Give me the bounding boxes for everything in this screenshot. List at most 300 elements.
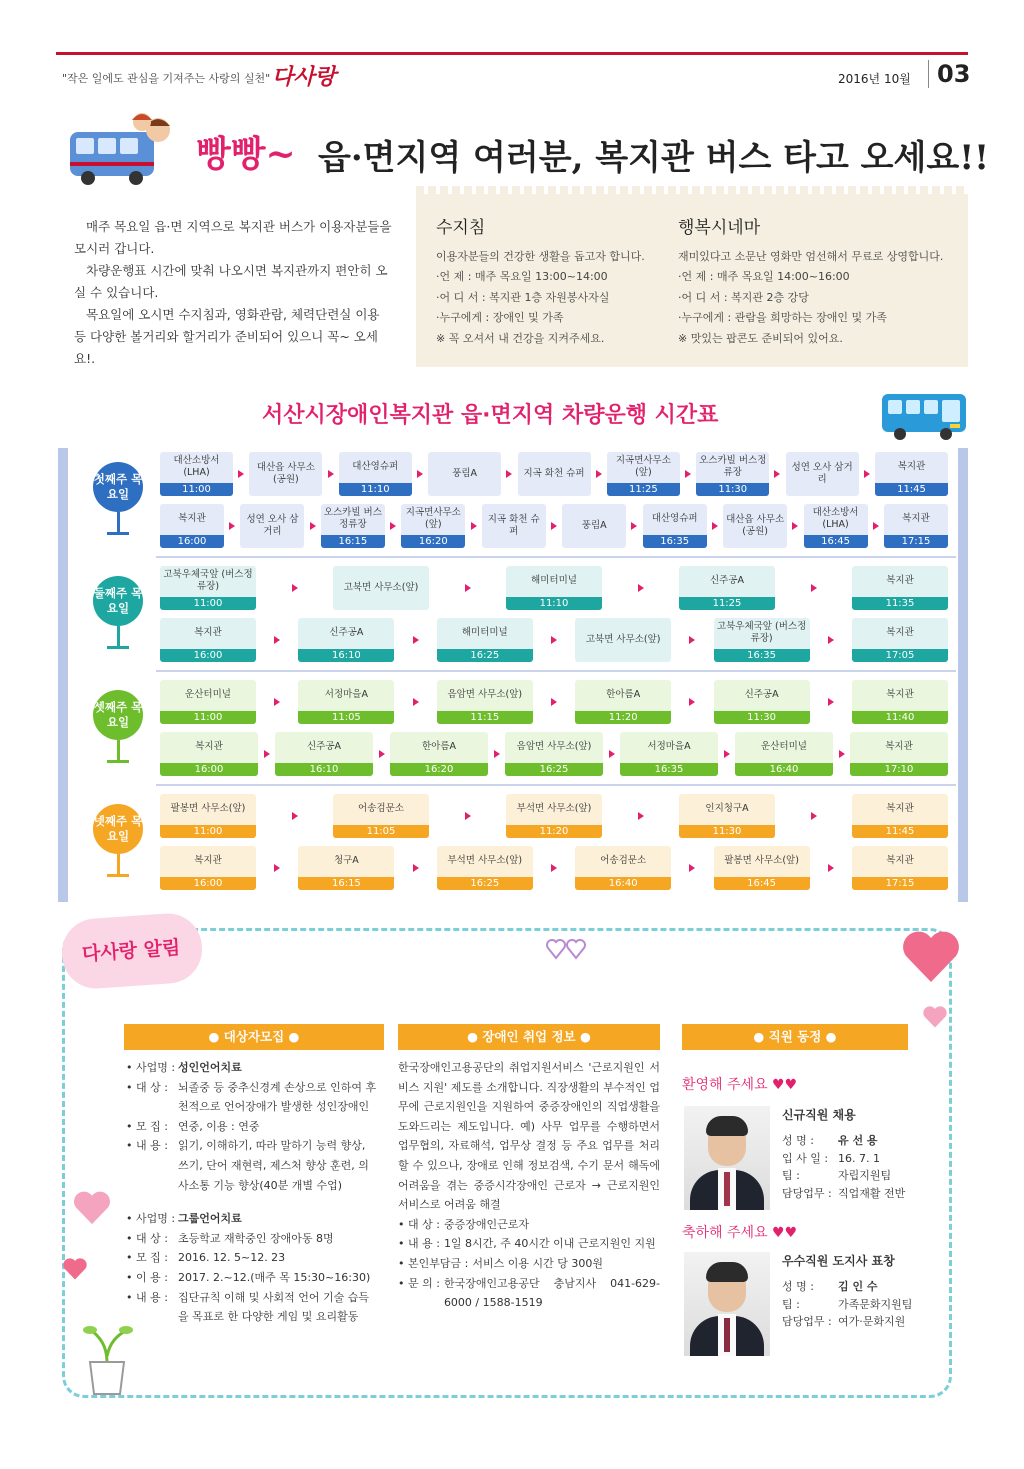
bus-stop [160, 618, 256, 662]
staff-info-value: 유 선 용 [838, 1134, 878, 1147]
arrow-right-icon [828, 636, 834, 644]
arrow-right-icon [828, 864, 834, 872]
bus-stop [852, 618, 948, 662]
stop-time: 16:00 [160, 877, 256, 890]
newsletter-logo: 다사랑 [272, 64, 336, 90]
torn-edge [416, 186, 968, 194]
recruit-row [126, 1117, 378, 1137]
stop-name: 고북우체국앞 (버스정류장) [716, 621, 807, 644]
acupressure-note: ※ 꼭 오셔서 내 건강을 지켜주세요. [436, 331, 605, 345]
arrow-right-icon [494, 750, 500, 758]
bus-stop [714, 846, 810, 890]
staff-info-key: 담당업무 : [782, 1186, 832, 1200]
arrow-right-icon [873, 522, 879, 530]
recruit-value: 연중, 이용 : 연중 [178, 1119, 260, 1133]
stop-time: 11:30 [714, 711, 810, 724]
recruit-header: ● 대상자모집 ● [124, 1024, 384, 1050]
bus-icon [880, 390, 970, 442]
stop-time: 17:05 [852, 649, 948, 662]
bus-stop [339, 452, 412, 496]
job-info-key: • 대 상 : [398, 1217, 440, 1231]
stop-name: 고북면 사무소(앞) [585, 634, 661, 645]
arrow-right-icon [609, 750, 615, 758]
stop-name: 신주공A [306, 741, 342, 752]
congrats-heading: 축하해 주세요 ♥♥ [682, 1225, 798, 1241]
stop-time: 11:10 [506, 597, 602, 610]
week-label: 넷째주 목요일 [93, 804, 143, 854]
recruit-row [126, 1288, 378, 1327]
arrow-right-icon [551, 522, 557, 530]
bus-stop [723, 504, 787, 548]
staff-news-header: ● 직원 동정 ● [682, 1024, 908, 1050]
stop-name: 해미터미널 [461, 627, 508, 638]
arrow-right-icon [596, 470, 602, 478]
job-info-key: • 내 용 : [398, 1237, 440, 1251]
cinema-item: ·어 디 서 : 복지관 2층 강당 [678, 290, 809, 304]
bus-stop [437, 680, 533, 724]
stop-time: 16:00 [160, 763, 258, 776]
arrow-right-icon [551, 636, 557, 644]
stop-time: 11:15 [437, 711, 533, 724]
bus-stop [240, 504, 304, 548]
staff-info-row [782, 1313, 912, 1331]
bus-stop [390, 732, 488, 776]
stop-time: 16:25 [505, 763, 603, 776]
job-info-value: 한국장애인고용공단 충남지사 041-629-6000 / 1588-1519 [443, 1276, 660, 1310]
arrow-right-icon [292, 584, 298, 592]
bus-stop [321, 504, 385, 548]
staff-info-key: 성 명 : [782, 1134, 814, 1147]
acupressure-item: ·언 제 : 매주 목요일 13:00~14:00 [436, 270, 608, 283]
stop-name: 청구A [333, 855, 359, 866]
stop-time: 11:10 [339, 483, 412, 496]
arrow-right-icon [328, 470, 334, 478]
arrow-right-icon [689, 698, 695, 706]
stop-name: 음암면 사무소(앞) [447, 689, 523, 700]
heart-outline-icon [546, 938, 590, 960]
stop-time: 11:00 [160, 825, 256, 838]
week-badge [88, 576, 148, 649]
recruit-value: 그룹언어치료 [178, 1212, 242, 1226]
bus-stop [482, 504, 546, 548]
page-number: 03 [928, 60, 970, 88]
badge-base [107, 532, 129, 535]
recruit-row [126, 1136, 378, 1195]
arrow-right-icon [274, 636, 280, 644]
arrow-right-icon [551, 864, 557, 872]
acupressure-desc: 이용자분들의 건강한 생활을 돕고자 합니다. [436, 249, 645, 263]
bus-stop [249, 452, 322, 496]
plant-pot-icon [80, 1316, 134, 1396]
recruit-value: 2016. 12. 5~12. 23 [178, 1251, 286, 1265]
cinema-item: ·누구에게 : 관람을 희망하는 장애인 및 가족 [678, 311, 887, 324]
stop-name: 인지청구A [705, 803, 749, 814]
stop-name: 대산영슈퍼 [651, 513, 698, 524]
recruit-key: • 대 상 : [126, 1080, 168, 1094]
arrow-right-icon [274, 864, 280, 872]
stop-name: 지곡면사무소 (앞) [615, 455, 671, 478]
bus-stop [679, 794, 775, 838]
stop-name: 풍림A [452, 468, 478, 479]
recruit-body [126, 1058, 378, 1327]
stop-name: 복지관 [194, 855, 222, 866]
arrow-right-icon [274, 698, 280, 706]
award-staff-photo [684, 1252, 770, 1356]
acupressure-item: ·어 디 서 : 복지관 1층 자원봉사자실 [436, 290, 610, 304]
stop-time: 11:40 [852, 711, 948, 724]
staff-info-value: 자립지원팀 [838, 1169, 892, 1183]
stop-name: 성연 오사 삼거리 [791, 462, 853, 485]
page-title: 읍·면지역 여러분, 복지관 버스 타고 오세요!! [318, 138, 990, 178]
heart-icon [900, 926, 962, 988]
staff-info-row [782, 1150, 905, 1168]
recruit-key: • 이 용 : [126, 1270, 168, 1284]
header-rule [56, 52, 968, 55]
bus-stop [333, 794, 429, 838]
cinema-desc: 재미있다고 소문난 영화만 엄선해서 무료로 상영합니다. [678, 249, 944, 263]
stop-name: 대산읍 사무소 (공원) [256, 462, 315, 485]
bus-stop [160, 680, 256, 724]
recruit-key: • 사업명 : [126, 1061, 176, 1074]
recruit-program [126, 1209, 378, 1327]
stop-name: 지곡 화천 슈퍼 [487, 514, 540, 537]
stop-time: 16:35 [643, 535, 707, 548]
stop-name: 복지관 [897, 461, 926, 472]
stop-name: 복지관 [178, 513, 206, 524]
schedule-title: 서산시장애인복지관 읍·면지역 차량운행 시간표 [262, 403, 719, 428]
recruit-program [126, 1058, 378, 1195]
job-info-value: 중증장애인근로자 [443, 1217, 529, 1231]
bus-stop [714, 618, 810, 662]
stop-time: 16:40 [575, 877, 671, 890]
staff-info-value: 16. 7. 1 [838, 1151, 880, 1165]
week-badge [88, 690, 148, 763]
stop-time: 16:40 [735, 763, 833, 776]
stop-name: 해미터미널 [531, 575, 577, 586]
staff-info-key: 팀 : [782, 1169, 800, 1183]
bus-stop [575, 680, 671, 724]
staff-info-row [782, 1185, 905, 1203]
stop-time: 16:25 [437, 877, 533, 890]
week-badge [88, 804, 148, 877]
stop-time: 11:45 [852, 825, 948, 838]
welcome-heading: 환영해 주세요 ♥♥ [682, 1077, 798, 1093]
intro-paragraph: 매주 목요일 읍·면 지역으로 복지관 버스가 이용자분들을 모시러 갑니다. [74, 219, 392, 256]
hire-title: 신규직원 채용 [782, 1108, 856, 1122]
arrow-right-icon [631, 522, 637, 530]
stop-time: 11:05 [298, 711, 394, 724]
stop-time: 16:15 [298, 877, 394, 890]
arrow-right-icon [839, 750, 845, 758]
arrow-right-icon [774, 470, 780, 478]
recruit-row [126, 1058, 378, 1078]
acupressure-title: 수지침 [436, 218, 486, 238]
job-info-value: 1일 8시간, 주 40시간 이내 근로지원인 지원 [443, 1237, 656, 1251]
badge-stem [117, 740, 120, 760]
stop-time: 17:10 [850, 763, 948, 776]
bus-stop [562, 504, 626, 548]
arrow-right-icon [689, 864, 695, 872]
stop-name: 어송검문소 [358, 803, 404, 814]
arrow-right-icon [811, 812, 817, 820]
bus-stop [696, 452, 769, 496]
stop-name: 오스카빌 버스정류장 [699, 455, 767, 478]
bus-stop [160, 794, 256, 838]
stop-name: 복지관 [885, 741, 913, 752]
stop-time: 11:05 [333, 825, 429, 838]
badge-stem [117, 626, 120, 646]
bus-stop [506, 566, 602, 610]
recruit-row [126, 1248, 378, 1268]
recruit-value: 읽기, 이해하기, 따라 말하기 능력 향상, 쓰기, 단어 재현력, 제스처 향상 훈련, 의사소통 기능 향상(40분 개별 수업) [178, 1139, 369, 1192]
award-staff-info [782, 1278, 912, 1331]
recruit-value: 2017. 2.~12.(매주 목 15:30~16:30) [178, 1270, 371, 1284]
recruit-key: • 내 용 : [126, 1290, 168, 1304]
week-label: 첫째주 목요일 [93, 462, 143, 512]
arrow-right-icon [229, 522, 235, 530]
stop-name: 성연 오사 삼거리 [246, 514, 299, 537]
arrow-right-icon [465, 812, 471, 820]
bus-stop [160, 846, 256, 890]
stop-time: 16:10 [275, 763, 373, 776]
stop-name: 서정마을A [324, 689, 368, 700]
recruit-value: 집단규칙 이해 및 사회적 언어 기술 습득을 목표로 한 다양한 게임 및 요리활동 [178, 1290, 369, 1324]
arrow-right-icon [292, 812, 298, 820]
stop-time: 11:45 [875, 483, 948, 496]
stop-name: 서정마을A [647, 741, 691, 752]
stop-time: 11:00 [160, 597, 256, 610]
bus-stop [620, 732, 718, 776]
stop-time: 11:25 [607, 483, 680, 496]
job-info-text: 한국장애인고용공단의 취업지원서비스 '근로지원인 서비스 지원' 제도를 소개합니다. 직장생활의 부수적인 업무에 근로지원인을 지원하여 중증장애인의 직업생활을 도와드리는 제도입니다. 예) 사무 업무를 수행하면서 업무협의, 자료해석, 업무상 결정 등 주요 업무를 처리할 수 있으나, 장애로 인해 정보검색, 수기 문서 해독에 어려움을 겪는 중증시각장애인 근로자 → 근로지원인 서비스로 어려움 해결 [398, 1061, 660, 1212]
arrow-right-icon [417, 470, 423, 478]
staff-info-row [782, 1132, 905, 1150]
badge-stem [117, 512, 120, 532]
stop-name: 부석면 사무소(앞) [447, 855, 523, 866]
heart-icon [922, 1004, 948, 1030]
arrow-right-icon [413, 698, 419, 706]
bus-stop [643, 504, 707, 548]
stop-time: 16:00 [160, 535, 224, 548]
stop-time: 11:25 [679, 597, 775, 610]
bus-stop [607, 452, 680, 496]
publication-date: 2016년 10월 [838, 72, 911, 86]
staff-info-key: 담당업무 : [782, 1315, 832, 1329]
staff-info-row [782, 1167, 905, 1185]
bus-stop [506, 794, 602, 838]
arrow-right-icon [724, 750, 730, 758]
recruit-value: 뇌졸중 등 중추신경계 손상으로 인하여 후천적으로 언어장애가 발생한 성인장애인 [178, 1080, 377, 1114]
stop-time: 16:20 [390, 763, 488, 776]
title-accent: 빵빵~ [196, 133, 296, 175]
job-info-row [398, 1215, 660, 1235]
bus-stop [428, 452, 501, 496]
stop-name: 어송검문소 [600, 855, 647, 866]
acupressure-info [436, 218, 698, 349]
job-info-value: 서비스 이용 시간 당 300원 [472, 1256, 603, 1270]
arrow-right-icon [238, 470, 244, 478]
stop-time: 17:15 [884, 535, 948, 548]
badge-base [107, 646, 129, 649]
stop-name: 지곡면사무소 (앞) [405, 507, 461, 530]
week-separator [156, 784, 956, 786]
award-title: 우수직원 도지사 표창 [782, 1254, 895, 1268]
program-info-box [416, 192, 968, 367]
stop-name: 풍림A [581, 520, 607, 531]
stop-name: 복지관 [886, 575, 914, 586]
job-info-header: ● 장애인 취업 정보 ● [398, 1024, 660, 1050]
bus-stop [786, 452, 859, 496]
recruit-row [126, 1078, 378, 1117]
bus-stop [884, 504, 948, 548]
stop-time: 16:45 [714, 877, 810, 890]
stop-name: 한아름A [606, 689, 641, 700]
arrow-right-icon [792, 522, 798, 530]
stop-time: 11:20 [575, 711, 671, 724]
stop-name: 복지관 [886, 803, 914, 814]
bus-illustration-icon [66, 112, 178, 188]
stop-name: 복지관 [886, 689, 914, 700]
stop-name: 대산소방서 (LHA) [812, 507, 859, 530]
recruit-key: • 내 용 : [126, 1139, 168, 1153]
staff-info-value: 직업재활 전반 [838, 1186, 906, 1200]
recruit-row [126, 1229, 378, 1249]
bus-stop [804, 504, 868, 548]
stop-name: 대산소방서 (LHA) [173, 455, 220, 478]
bus-stop [875, 452, 948, 496]
week-separator [156, 556, 956, 558]
recruit-key: • 모 집 : [126, 1119, 168, 1133]
intro-paragraph: 목요일에 오시면 수지침과, 영화관람, 체력단련실 이용 등 다양한 볼거리와 할거리가 준비되어 있으니 꼭~ 오세요!. [74, 307, 380, 366]
arrow-right-icon [413, 636, 419, 644]
job-info-items [398, 1215, 660, 1313]
job-info-key: • 문 의 : [398, 1276, 440, 1290]
recruit-row [126, 1268, 378, 1288]
schedule-table [58, 448, 968, 902]
bus-stop [437, 618, 533, 662]
job-info-row [398, 1254, 660, 1274]
badge-base [107, 760, 129, 763]
arrow-right-icon [864, 470, 870, 478]
arrow-right-icon [638, 812, 644, 820]
staff-info-row [782, 1296, 912, 1314]
staff-info-value: 가족문화지원팀 [838, 1297, 913, 1311]
bus-stop [401, 504, 465, 548]
stop-time: 16:00 [160, 649, 256, 662]
stop-name: 오스카빌 버스정류장 [323, 507, 382, 530]
stop-name: 복지관 [194, 627, 222, 638]
stop-name: 대산영슈퍼 [352, 461, 399, 472]
recruit-key: • 모 집 : [126, 1251, 168, 1265]
stop-name: 지곡 화천 슈퍼 [523, 468, 585, 479]
bus-stop [679, 566, 775, 610]
recruit-value: 초등학교 재학중인 장애아동 8명 [178, 1231, 334, 1245]
heart-icon [72, 1188, 112, 1228]
header-slogan: "작은 일에도 관심을 기져주는 사랑의 실천" [62, 72, 271, 85]
intro-text [74, 216, 392, 370]
bus-stop [850, 732, 948, 776]
arrow-right-icon [828, 698, 834, 706]
bus-stop [333, 566, 429, 610]
job-info-key: • 본인부담금 : [398, 1256, 469, 1270]
stop-name: 운산터미널 [185, 689, 231, 700]
bus-stop [852, 794, 948, 838]
stop-name: 신주공A [709, 575, 745, 586]
stop-time: 16:35 [714, 649, 810, 662]
stop-name: 운산터미널 [761, 741, 807, 752]
week-label: 둘째주 목요일 [93, 576, 143, 626]
new-staff-info [782, 1132, 905, 1202]
arrow-right-icon [471, 522, 477, 530]
arrow-right-icon [506, 470, 512, 478]
new-staff-photo [684, 1106, 770, 1210]
arrow-right-icon [413, 864, 419, 872]
recruit-key: • 사업명 : [126, 1212, 176, 1226]
stop-time: 11:00 [160, 711, 256, 724]
stop-name: 고북우체국앞 (버스정류장) [163, 569, 253, 592]
arrow-right-icon [685, 470, 691, 478]
stop-name: 한아름A [421, 741, 457, 752]
cinema-info [678, 218, 944, 349]
stop-name: 팔봉면 사무소(앞) [170, 803, 246, 814]
heart-icon [62, 1256, 88, 1282]
stop-name: 신주공A [744, 689, 779, 700]
stop-time: 16:25 [437, 649, 533, 662]
acupressure-item: ·누구에게 : 장애인 및 가족 [436, 311, 564, 324]
job-info-body [398, 1058, 660, 1313]
cinema-note: ※ 맛있는 팝콘도 준비되어 있어요. [678, 331, 843, 345]
bus-stop [505, 732, 603, 776]
job-info-row [398, 1274, 660, 1313]
bus-stop [275, 732, 373, 776]
staff-info-value: 여가·문화지원 [838, 1315, 906, 1329]
recruit-value: 성인언어치료 [178, 1061, 242, 1074]
stop-name: 복지관 [195, 741, 223, 752]
badge-base [107, 874, 129, 877]
staff-info-key: 팀 : [782, 1297, 800, 1311]
stop-name: 부석면 사무소(앞) [516, 803, 592, 814]
notice-title-badge [60, 911, 205, 991]
stop-time: 16:15 [321, 535, 385, 548]
bus-stop [298, 618, 394, 662]
arrow-right-icon [390, 522, 396, 530]
bus-stop [852, 566, 948, 610]
recruit-key: • 대 상 : [126, 1231, 168, 1245]
arrow-right-icon [551, 698, 557, 706]
bus-stop [298, 680, 394, 724]
bus-stop [160, 452, 233, 496]
stop-time: 16:20 [401, 535, 465, 548]
bus-stop [735, 732, 833, 776]
arrow-right-icon [811, 584, 817, 592]
recruit-row [126, 1209, 378, 1229]
stop-time: 11:00 [160, 483, 233, 496]
stop-name: 음암면 사무소(앞) [516, 741, 592, 752]
bus-stop [160, 732, 258, 776]
stop-name: 팔봉면 사무소(앞) [724, 855, 799, 866]
stop-time: 11:30 [696, 483, 769, 496]
arrow-right-icon [638, 584, 644, 592]
staff-info-key: 입 사 일 : [782, 1151, 829, 1165]
intro-paragraph: 차량운행표 시간에 맞춰 나오시면 복지관까지 편안히 오실 수 있습니다. [74, 263, 388, 300]
arrow-right-icon [264, 750, 270, 758]
bus-stop [160, 504, 224, 548]
stop-name: 복지관 [902, 513, 930, 524]
arrow-right-icon [712, 522, 718, 530]
bus-stop [518, 452, 591, 496]
week-badge [88, 462, 148, 535]
bus-stop [437, 846, 533, 890]
